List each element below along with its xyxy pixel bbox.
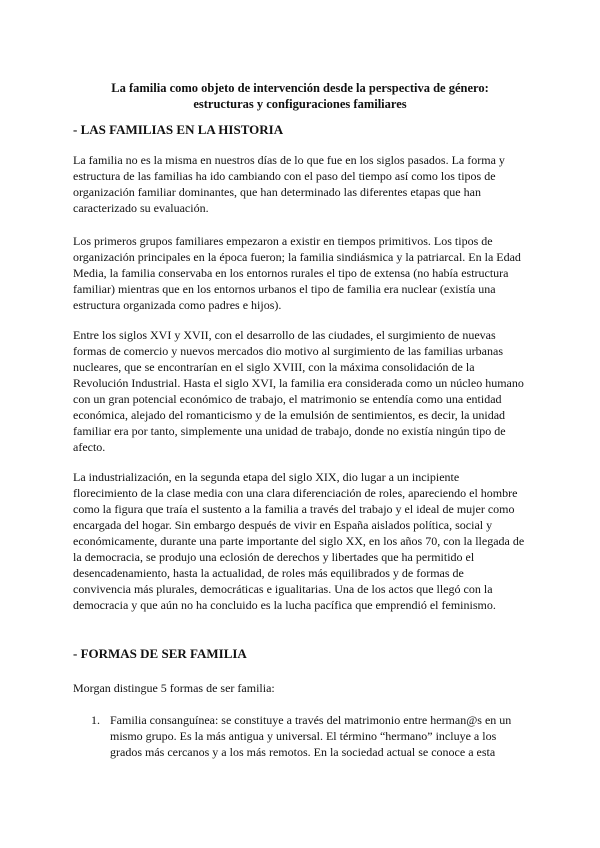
text-line: estructura de las familias ha ido cambiando con el paso del tiempo así como los tipos de (73, 169, 496, 183)
paragraph-4 (73, 469, 535, 613)
text-line: afecto. (73, 440, 106, 454)
text-line: como la figura que traía el sustento a la familia a través del trabajo y el ideal de mujer como (73, 502, 515, 516)
text-line: democracia y que aún no ha concluido es la lucha pacífica que emprendió el feminismo. (73, 598, 496, 612)
paragraph-3 (73, 327, 535, 455)
paragraph-1 (73, 152, 535, 216)
list-item-number: 1. (91, 713, 100, 727)
text-line: económicamente, durante una parte importante del siglo XX, en los años 70, con la llegada de (73, 534, 525, 548)
title-line: estructuras y configuraciones familiares (193, 97, 407, 111)
text-line: con un gran potencial económico de trabajo, el matrimonio se entendía como una entidad (73, 392, 502, 406)
paragraph-2 (73, 233, 535, 313)
text-line: caracterizado su evaluación. (73, 201, 209, 215)
list-intro (73, 680, 535, 696)
text-line: organización familiar dominantes, que han determinado las diferentes etapas que han (73, 185, 481, 199)
text-line: desencadenamiento, hasta la actualidad, de roles más equilibrados y de formas de (73, 566, 464, 580)
text-line: convivencia más plurales, democráticas e igualitarias. Una de los actos que llegó con la (73, 582, 493, 596)
text-line: grados más cercanos y a los más remotos. En la sociedad actual se conoce a esta (110, 745, 496, 759)
title-line: La familia como objeto de intervención desde la perspectiva de género: (111, 81, 489, 95)
text-line: organización principales en la época fueron; la familia sindiásmica y la patriarcal. En la Edad (73, 250, 521, 264)
text-line: familiar era por tanto, simplemente una unidad de trabajo, donde no existía ningún tipo de (73, 424, 506, 438)
text-line: formas de comercio y nuevos mercados dio motivo al surgimiento de las familias urbanas (73, 344, 504, 358)
list-item-body (110, 712, 530, 760)
text-line: La industrialización, en la segunda etapa del siglo XIX, dio lugar a un incipiente (73, 470, 460, 484)
text-line: Media, la familia conservaba en los entornos rurales el tipo de extensa (no había estructura (73, 266, 509, 280)
text-line: Los primeros grupos familiares empezaron a existir en tiempos primitivos. Los tipos de (73, 234, 493, 248)
text-line: económica, alejado del romanticismo y de la emulsión de sentimientos, es decir, la unidad (73, 408, 506, 422)
text-line: encargada del hogar. Sin embargo después de vivir en España aislados política, social y (73, 518, 493, 532)
document-title (60, 80, 540, 112)
text-line: Entre los siglos XVI y XVII, con el desarrollo de las ciudades, el surgimiento de nuevas (73, 328, 496, 342)
text-line: la democracia, se produjo una eclosión de derechos y libertades que ha permitido el (73, 550, 475, 564)
text-line: La familia no es la misma en nuestros días de lo que fue en los siglos pasados. La forma y (73, 153, 505, 167)
text-line: nucleares, que se encontrarían en el siglo XVIII, con la máxima consolidación de la (73, 360, 475, 374)
section-heading-forms: - FORMAS DE SER FAMILIA (73, 646, 247, 661)
section-heading-history: - LAS FAMILIAS EN LA HISTORIA (73, 122, 284, 137)
text-line: estructura organizada como padres e hijos). (73, 298, 282, 312)
text-line: Revolución Industrial. Hasta el siglo XVI, la familia era considerada como un núcleo humano (73, 376, 524, 390)
text-line: mismo grupo. Es la más antigua y universal. El término “hermano” incluye a los (110, 729, 497, 743)
text-line: familiar) mientras que en los entornos urbanos el tipo de familia era nuclear (existía una (73, 282, 496, 296)
text-line: Morgan distingue 5 formas de ser familia: (73, 681, 275, 695)
text-line: florecimiento de la clase media con una clara diferenciación de roles, apareciendo el hombre (73, 486, 518, 500)
text-line: Familia consanguínea: se constituye a través del matrimonio entre herman@s en un (110, 713, 512, 727)
